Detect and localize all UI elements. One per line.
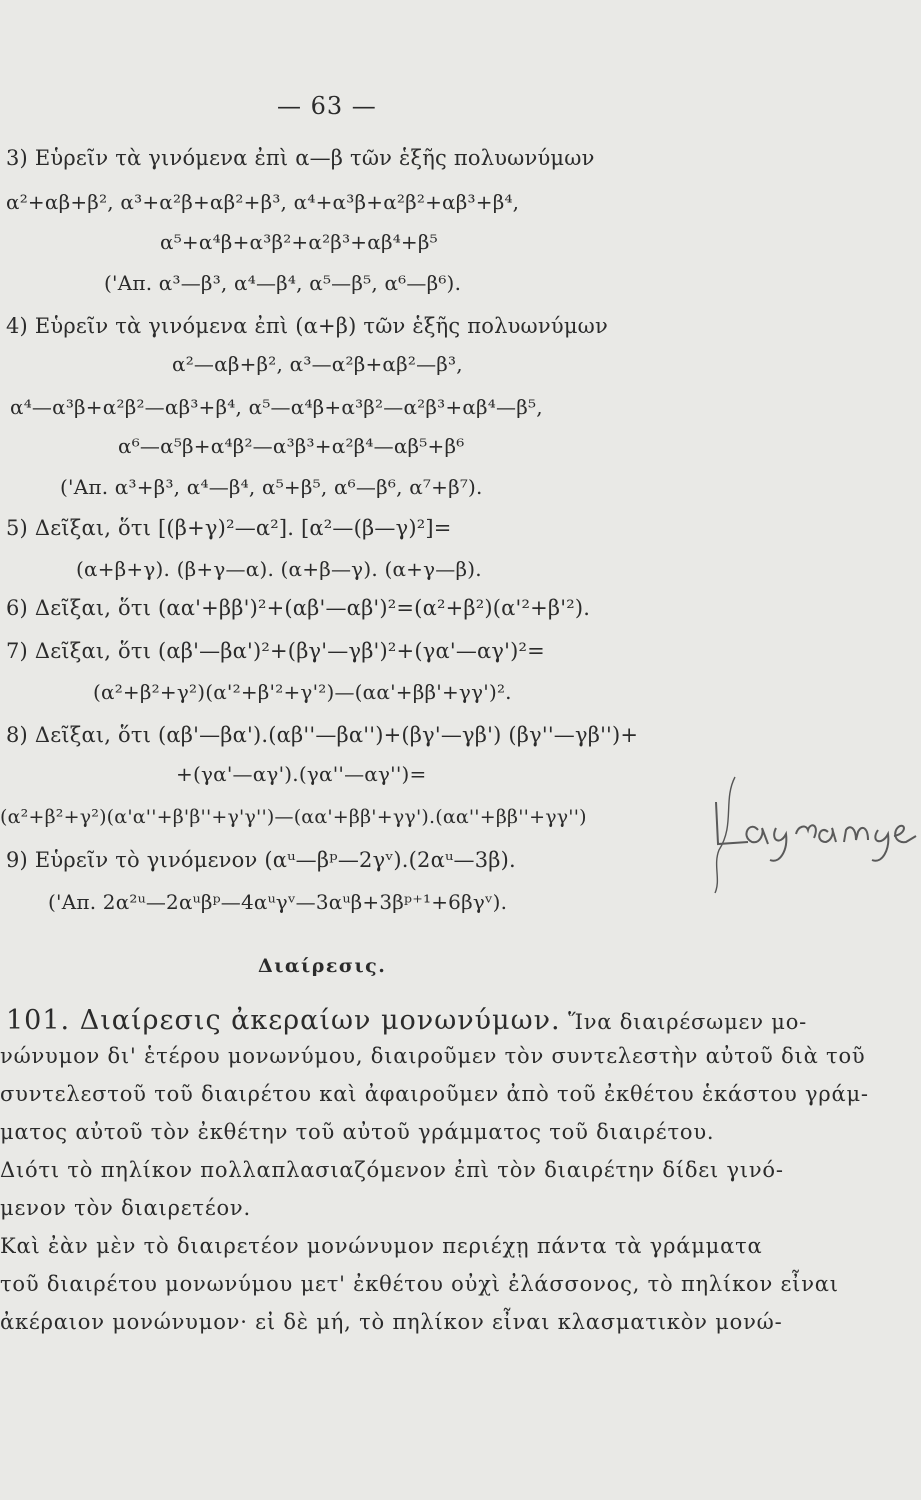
paragraph-101-line-2: νώνυμον δι' ἑτέρου μονωνύμου, διαιροῦμεν τὸν συντελεστὴν αὐτοῦ διὰ τοῦ bbox=[0, 1044, 866, 1068]
paragraph-101-line-3: συντελεστοῦ τοῦ διαιρέτου καὶ ἀφαιροῦμεν ἀπὸ τοῦ ἐκθέτου ἑκάστου γράμ- bbox=[0, 1082, 869, 1106]
exercise-9-answer: ('Απ. 2α²ᵘ—2αᵘβᵖ—4αᵘγᵛ—3αᵘβ+3βᵖ⁺¹+6βγᵛ). bbox=[48, 890, 508, 914]
exercise-9-title: 9) Εὑρεῖν τὸ γινόμενον (αᵘ—βᵖ—2γᵛ).(2αᵘ—3β). bbox=[6, 848, 516, 872]
exercise-8-line-1: +(γα'—αγ').(γα''—αγ'')= bbox=[176, 762, 427, 786]
paragraph-101-lead-rest: Ἵνα διαιρέσωμεν μο- bbox=[560, 1010, 808, 1034]
paragraph-101-lead: 101. Διαίρεσις ἀκεραίων μονωνύμων. bbox=[6, 1005, 561, 1036]
exercise-3-line-1: α²+αβ+β², α³+α²β+αβ²+β³, α⁴+α³β+α²β²+αβ³+β⁴, bbox=[6, 190, 520, 214]
exercise-3-title: 3) Εὑρεῖν τὰ γινόμενα ἐπὶ α—β τῶν ἑξῆς πολυωνύμων bbox=[6, 146, 595, 170]
paragraph-2-line-2: μενον τὸν διαιρετέον. bbox=[0, 1196, 251, 1220]
exercise-4-title: 4) Εὑρεῖν τὰ γινόμενα ἐπὶ (α+β) τῶν ἑξῆς πολυωνύμων bbox=[6, 314, 608, 338]
paragraph-101-line-1 bbox=[6, 1005, 807, 1036]
paragraph-101-line-4: ματος αὐτοῦ τὸν ἐκθέτην τοῦ αὐτοῦ γράμματος τοῦ διαιρέτου. bbox=[0, 1120, 715, 1144]
handwritten-signature bbox=[710, 790, 921, 870]
exercise-5-title: 5) Δεῖξαι, ὅτι [(β+γ)²—α²]. [α²—(β—γ)²]= bbox=[6, 516, 452, 540]
exercise-4-line-3: α⁶—α⁵β+α⁴β²—α³β³+α²β⁴—αβ⁵+β⁶ bbox=[118, 434, 465, 458]
exercise-4-line-1: α²—αβ+β², α³—α²β+αβ²—β³, bbox=[172, 352, 463, 376]
paragraph-3-line-3: ἀκέραιον μονώνυμον· εἰ δὲ μή, τὸ πηλίκον εἶναι κλασματικὸν μονώ- bbox=[0, 1310, 783, 1334]
exercise-5-line-1: (α+β+γ). (β+γ—α). (α+β—γ). (α+γ—β). bbox=[76, 557, 482, 581]
page-number: — 63 — bbox=[277, 92, 377, 120]
exercise-3-answer: ('Απ. α³—β³, α⁴—β⁴, α⁵—β⁵, α⁶—β⁶). bbox=[104, 271, 462, 295]
exercise-4-line-2: α⁴—α³β+α²β²—αβ³+β⁴, α⁵—α⁴β+α³β²—α²β³+αβ⁴—β⁵, bbox=[10, 395, 543, 419]
paragraph-3-line-2: τοῦ διαιρέτου μονωνύμου μετ' ἐκθέτου οὐχὶ ἐλάσσονος, τὸ πηλίκον εἶναι bbox=[0, 1272, 839, 1296]
paragraph-2-line-1: Διότι τὸ πηλίκον πολλαπλασιαζόμενον ἐπὶ τὸν διαιρέτην δίδει γινό- bbox=[0, 1158, 784, 1182]
exercise-6: 6) Δεῖξαι, ὅτι (αα'+ββ')²+(αβ'—αβ')²=(α²+β²)(α'²+β'²). bbox=[6, 596, 591, 620]
paragraph-3-line-1: Καὶ ἐὰν μὲν τὸ διαιρετέον μονώνυμον περιέχῃ πάντα τὰ γράμματα bbox=[0, 1234, 763, 1258]
exercise-3-line-2: α⁵+α⁴β+α³β²+α²β³+αβ⁴+β⁵ bbox=[160, 230, 438, 254]
exercise-4-answer: ('Απ. α³+β³, α⁴—β⁴, α⁵+β⁵, α⁶—β⁶, α⁷+β⁷). bbox=[60, 475, 483, 499]
exercise-8-line-2: (α²+β²+γ²)(α'α''+β'β''+γ'γ'')—(αα'+ββ'+γγ').(αα''+ββ''+γγ'') bbox=[0, 806, 587, 828]
exercise-7-title: 7) Δεῖξαι, ὅτι (αβ'—βα')²+(βγ'—γβ')²+(γα'—αγ')²= bbox=[6, 639, 545, 663]
exercise-8-title: 8) Δεῖξαι, ὅτι (αβ'—βα').(αβ''—βα'')+(βγ'—γβ') (βγ''—γβ'')+ bbox=[6, 723, 639, 747]
exercise-7-line-1: (α²+β²+γ²)(α'²+β'²+γ'²)—(αα'+ββ'+γγ')². bbox=[93, 680, 512, 704]
section-title-division: Διαίρεσις. bbox=[258, 955, 387, 977]
